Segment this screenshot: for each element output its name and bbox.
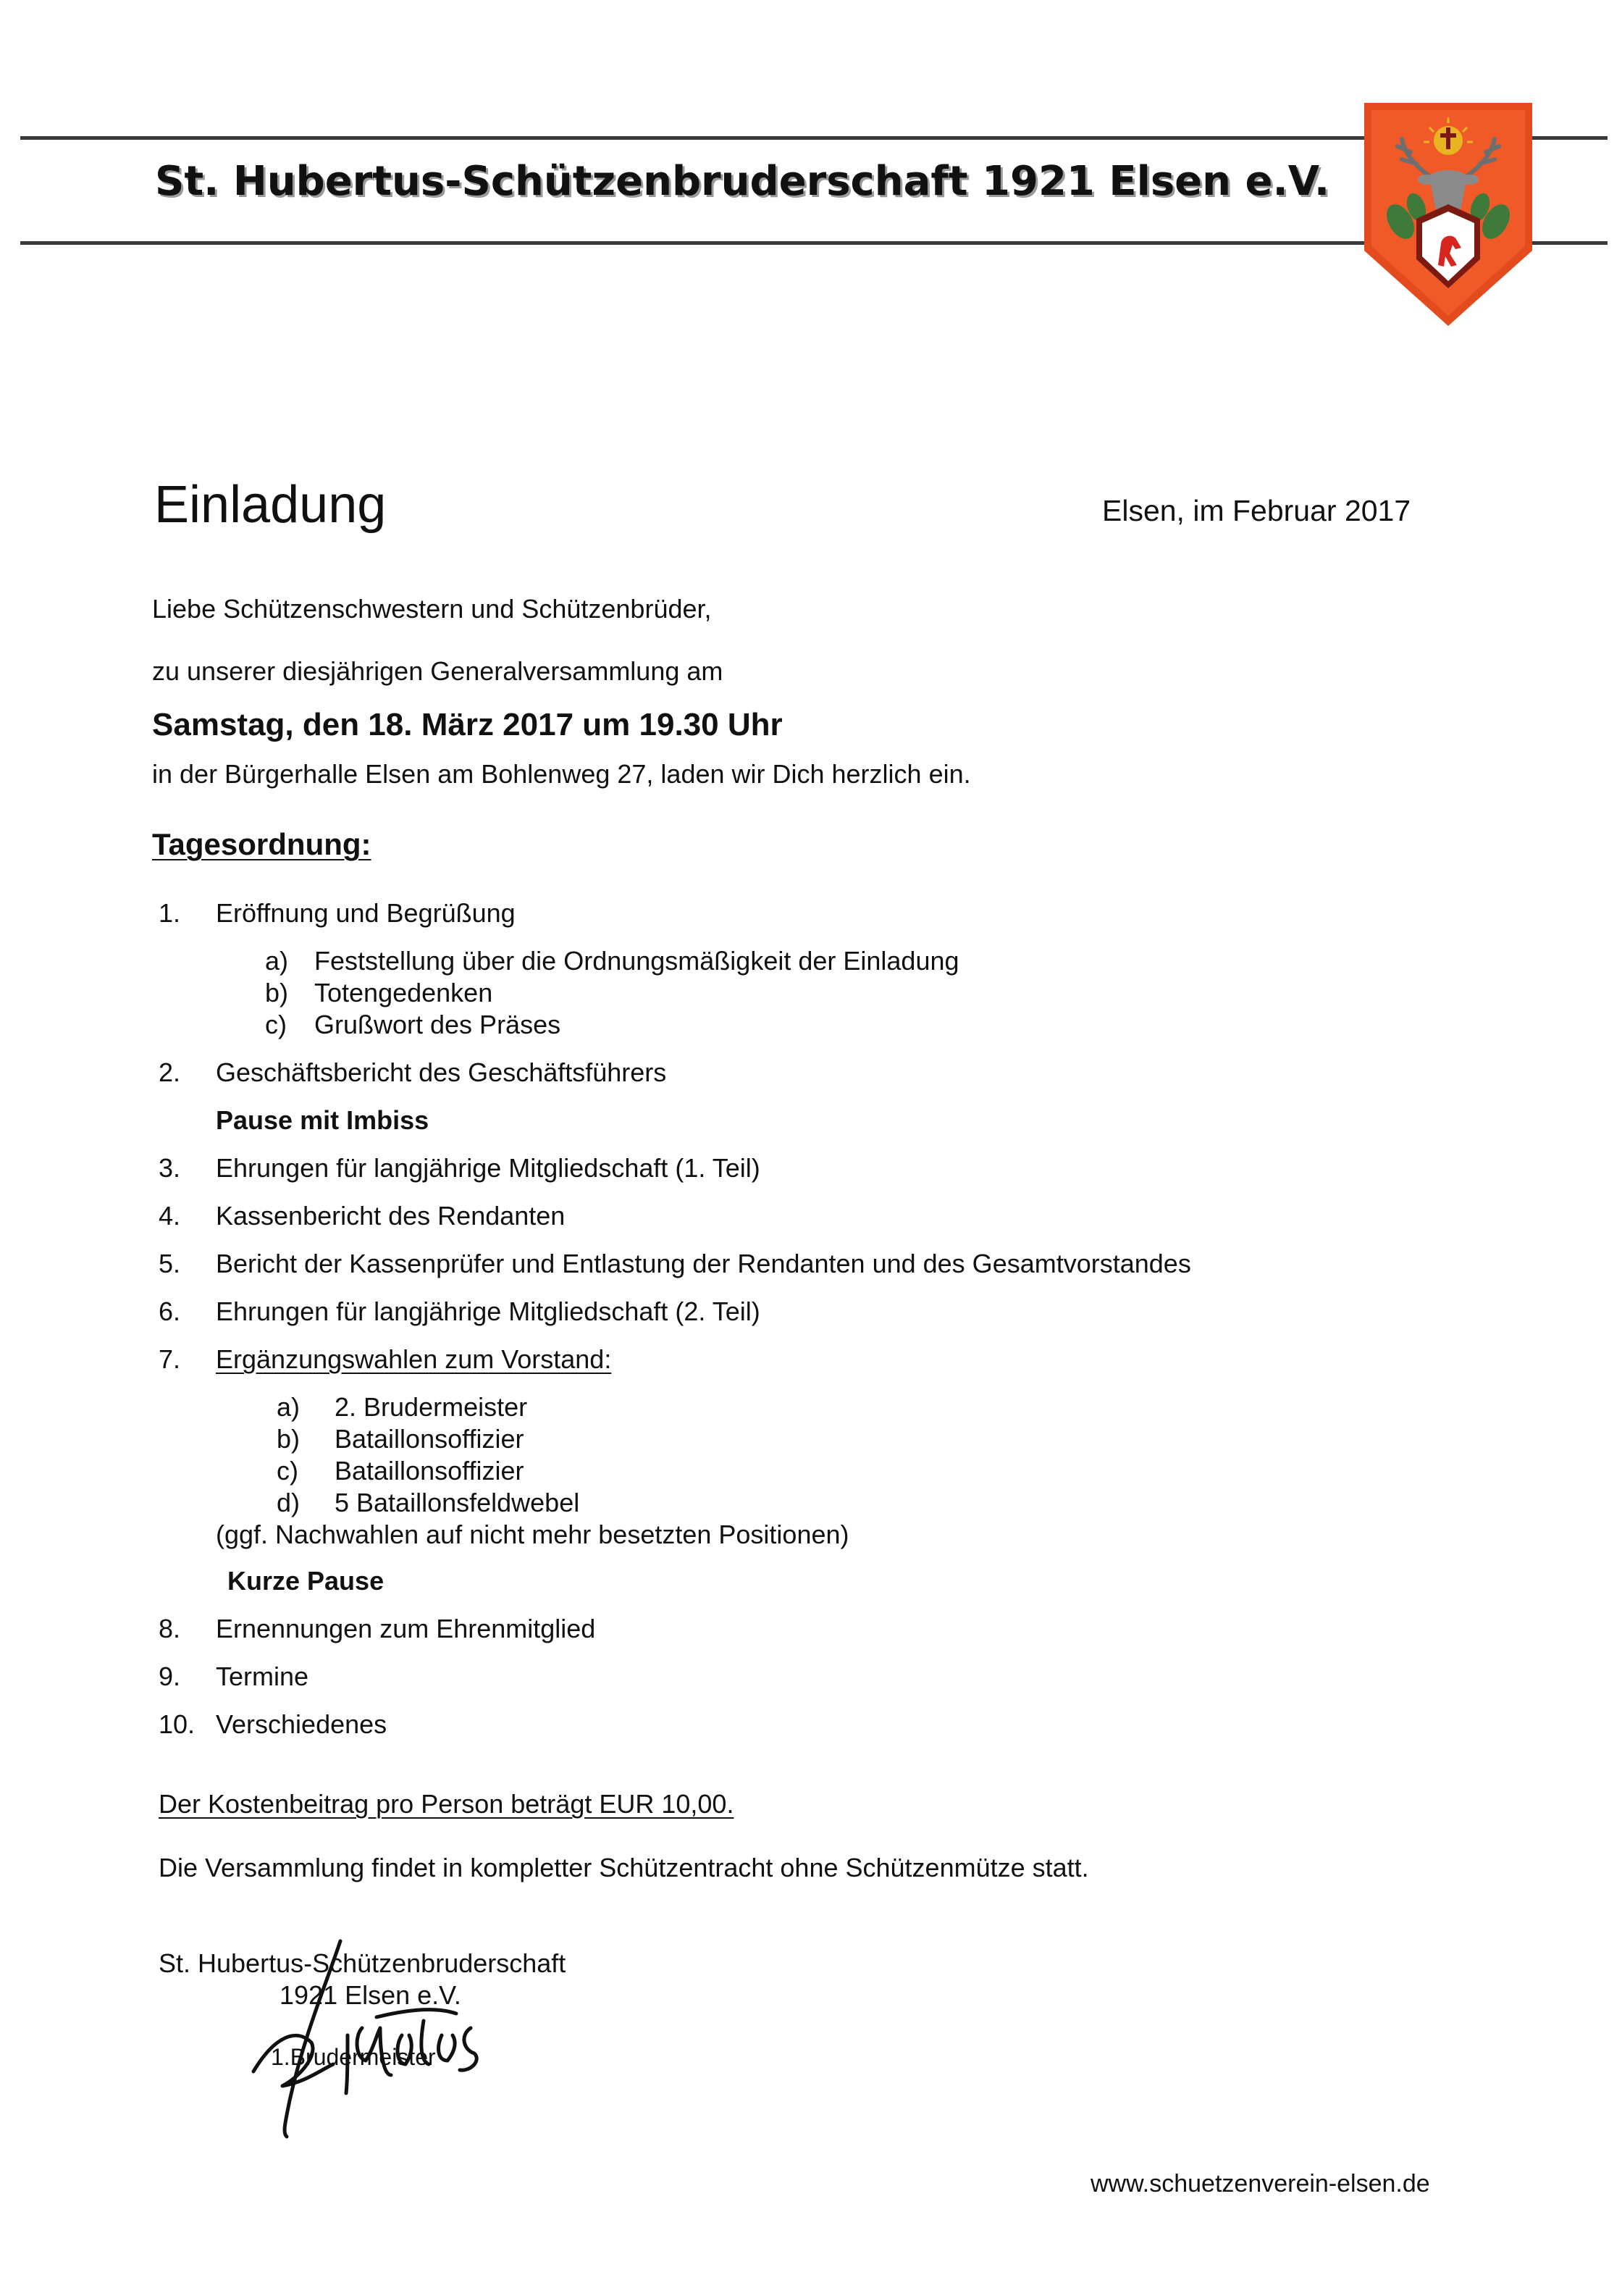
signature-org-line2: 1921 Elsen e.V. [280,1980,461,2010]
agenda-item-7-text: Ergänzungswahlen zum Vorstand: [216,1344,612,1374]
website-url: www.schuetzenverein-elsen.de [1091,2170,1430,2197]
pause-with-snack: Pause mit Imbiss [216,1105,429,1135]
agenda-item-8-number: 8. [159,1614,181,1643]
agenda-sub-text: Grußwort des Präses [314,1010,561,1039]
agenda-title: Tagesordnung: [152,827,371,861]
agenda-item-9-number: 9. [159,1662,181,1691]
short-pause: Kurze Pause [227,1566,385,1596]
event-date: Samstag, den 18. März 2017 um 19.30 Uhr [152,707,783,742]
agenda-sub-text: Bataillonsoffizier [335,1456,524,1486]
coat-of-arms-icon [1360,99,1537,330]
agenda-sub-text: Feststellung über die Ordnungsmäßigkeit der Einladung [314,946,959,976]
agenda-item-6-text: Ehrungen für langjährige Mitgliedschaft (2. Teil) [216,1296,760,1326]
agenda-sub-label: a) [265,946,289,976]
agenda-item-1-number: 1. [159,898,181,928]
agenda-sub-label: c) [277,1456,298,1486]
dress-code-note: Die Versammlung findet in kompletter Schützentracht ohne Schützenmütze statt. [159,1853,1089,1882]
agenda-sub-text: 5 Bataillonsfeldwebel [335,1488,580,1517]
agenda-sub-text: 2. Brudermeister [335,1392,528,1422]
agenda-sub-label: b) [265,978,289,1007]
org-title: St. Hubertus-Schützenbruderschaft 1921 Elsen e.V. [155,158,1330,205]
agenda-sub-label: d) [277,1488,301,1517]
agenda-sub-text: Totengedenken [314,978,493,1007]
agenda-item-4-text: Kassenbericht des Rendanten [216,1201,566,1231]
agenda-item-6-number: 6. [159,1296,181,1326]
agenda-item-10-text: Verschiedenes [216,1709,387,1739]
handwritten-signature [239,1927,514,2144]
place-date: Elsen, im Februar 2017 [1102,494,1411,527]
agenda-item-2-text: Geschäftsbericht des Geschäftsführers [216,1057,667,1087]
agenda-item-5-number: 5. [159,1249,181,1278]
salutation: Liebe Schützenschwestern und Schützenbrüder, [152,594,712,624]
signature-org: St. Hubertus-Schützenbruderschaft [159,1948,566,1978]
agenda-sub-label: b) [277,1424,301,1454]
agenda-item-5-text: Bericht der Kassenprüfer und Entlastung der Rendanten und des Gesamtvorstandes [216,1249,1191,1278]
agenda-item-3-text: Ehrungen für langjährige Mitgliedschaft (1. Teil) [216,1153,760,1183]
agenda-item-10-number: 10. [159,1709,196,1739]
agenda-item-7-number: 7. [159,1344,181,1374]
agenda-item-9-text: Termine [216,1662,309,1691]
intro-text: zu unserer diesjährigen Generalversammlung am [152,656,723,686]
agenda-item-2-number: 2. [159,1057,181,1087]
agenda-item-3-number: 3. [159,1153,181,1183]
agenda-item-4-number: 4. [159,1201,181,1231]
agenda-item-8-text: Ernennungen zum Ehrenmitglied [216,1614,596,1643]
location-text: in der Bürgerhalle Elsen am Bohlenweg 27, laden wir Dich herzlich ein. [152,759,971,789]
agenda-sub-label: c) [265,1010,287,1039]
agenda-sub-text: Bataillonsoffizier [335,1424,524,1454]
document-heading: Einladung [154,476,387,534]
agenda-note: (ggf. Nachwahlen auf nicht mehr besetzten Positionen) [216,1520,849,1549]
signature-role: 1.Brudermeister [271,2044,436,2070]
fee-note: Der Kostenbeitrag pro Person beträgt EUR 10,00. [159,1789,734,1819]
agenda-sub-label: a) [277,1392,301,1422]
agenda-item-1-text: Eröffnung und Begrüßung [216,898,516,928]
